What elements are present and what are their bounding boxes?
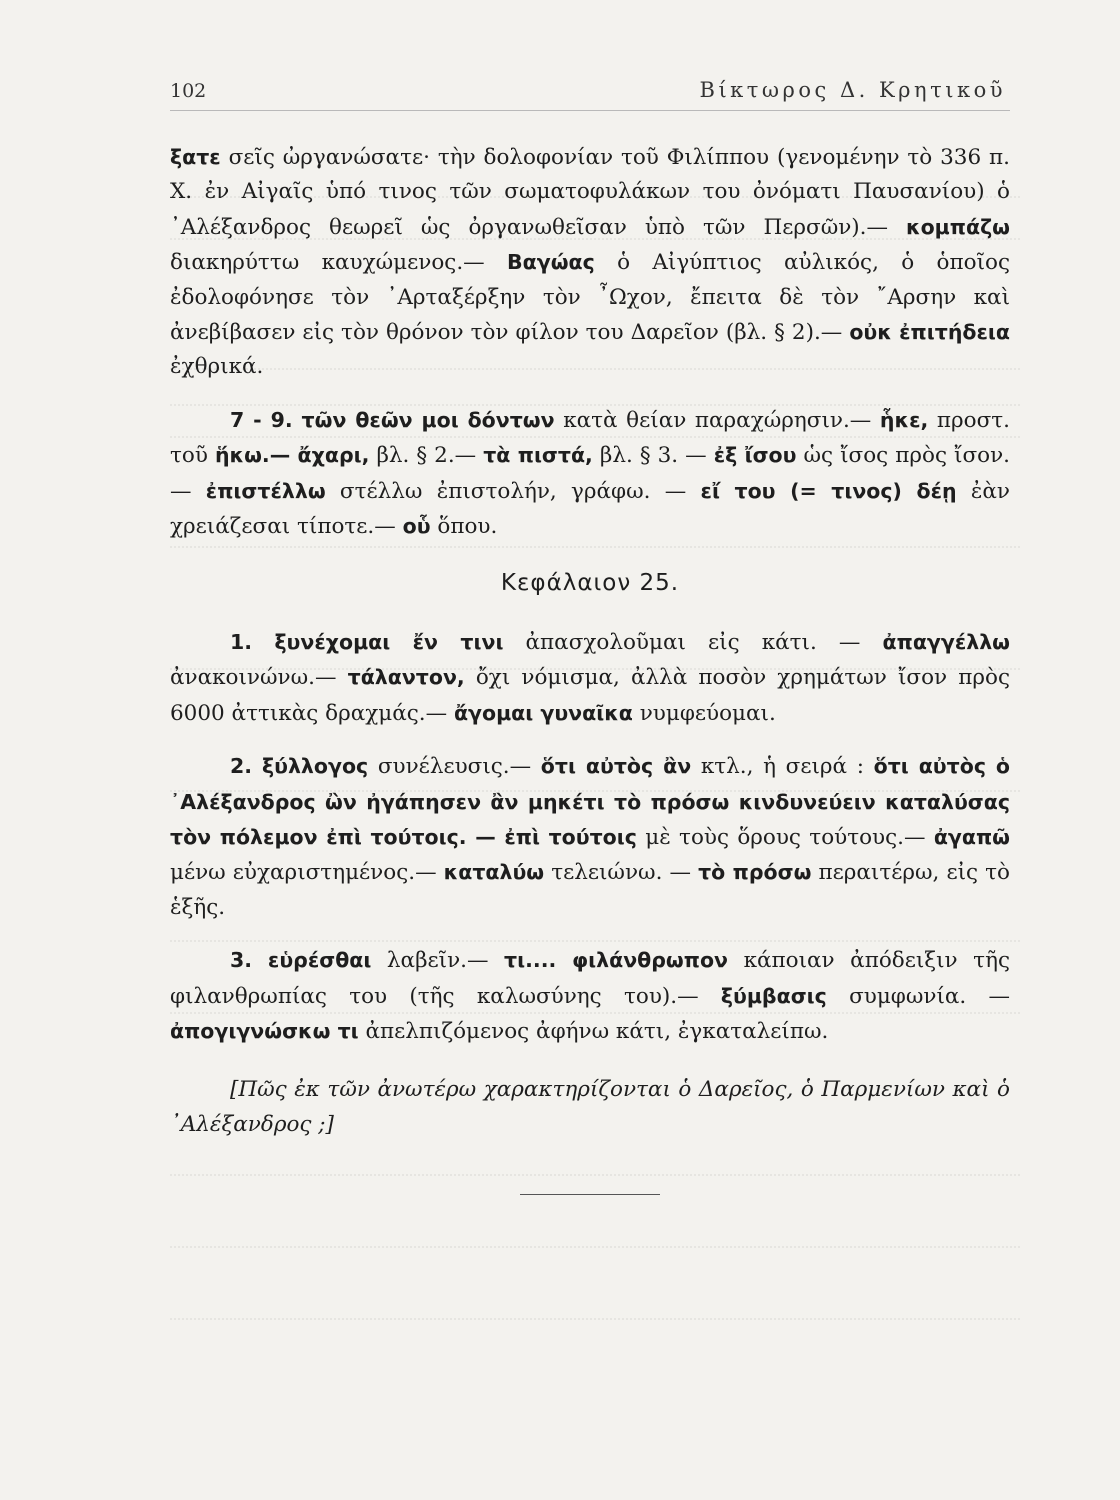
lemma: ἧκε, (879, 407, 929, 432)
lemma: οὗ (402, 514, 431, 539)
lemma: ξύμβασις (720, 983, 827, 1008)
lemma: ἥκω.— ἄχαρι, (214, 443, 370, 468)
page-body (170, 140, 1010, 1195)
chapter-heading: Κεφάλαιον 25. (500, 570, 680, 597)
page-number: 102 (170, 80, 207, 102)
lemma: ἐξ ἴσου (713, 443, 797, 468)
lemma: κομπάζω (906, 214, 1010, 239)
lemma: ἀπαγγέλλω (882, 629, 1010, 654)
lemma: ὅτι αὐτὸς ὁ ᾿Αλέξανδρος ὢν ἠγάπησεν ἂν μηκέτι τὸ πρόσω κινδυνεύειν καταλύσας τὸν πόλεμον ἐπὶ τούτοις. — ἐπὶ τούτοις (170, 754, 1011, 849)
lemma: τὰ πιστά, (483, 443, 593, 468)
lemma: εἴ του (= τινος) δέῃ (700, 478, 957, 503)
study-question: [Πῶς ἐκ τῶν ἀνωτέρω χαρακτηρίζονται ὁ Δαρεῖος, ὁ Παρμενίων καὶ ὁ ᾿Αλέξανδρος ;] (170, 1077, 1010, 1137)
lemma: 1. ξυνέχομαι ἔν τινι (230, 629, 504, 654)
paragraph-3: 1. ξυνέχομαι ἔν τινι ἀπασχολοῦμαι εἰς κάτι. — ἀπαγγέλλω ἀνακοινώνω.— τάλαντον, ὄχι νόμισμα, ἀλλὰ ποσὸν χρημάτων ἴσον πρὸς 6000 ἀττικὰς δραχμάς.— ἄγομαι γυναῖκα νυμφεύομαι. (170, 629, 1010, 726)
paragraph-1: ξατε σεῖς ὠργανώσατε· τὴν δολοφονίαν τοῦ Φιλίππου (γενομένην τὸ 336 π. Χ. ἐν Αἰγαῖς ὑπό τινος τῶν σωματοφυλάκων του ὀνόματι Παυσανίου) ὁ ᾿Αλέξανδρος θεωρεῖ ὡς ὀργανωθεῖσαν ὑπὸ τῶν Περσῶν).— κομπάζω διακηρύττω καυχώμενος.— Βαγώας ὁ Αἰγύπτιος αὐλικός, ὁ ὁποῖος ἐδολοφόνησε τὸν ᾿Αρταξέρξην τὸν ῏Ωχον, ἔπειτα δὲ τὸν ῎Αρσην καὶ ἀνεβίβασεν εἰς τὸν θρόνον τὸν φίλον του Δαρεῖον (βλ. § 2).— οὐκ ἐπιτήδεια ἐχθρικά. (170, 145, 1010, 380)
lemma: οὐκ ἐπιτήδεια (849, 320, 1010, 345)
lemma: ἄγομαι γυναῖκα (453, 700, 633, 725)
paragraph-5: 3. εὑρέσθαι λαβεῖν.— τι.... φιλάνθρωπον κάποιαν ἀπόδειξιν τῆς φιλανθρωπίας του (τῆς καλωσύνης του).— ξύμβασις συμφωνία. — ἀπογιγνώσκω τι ἀπελπιζόμενος ἀφήνω κάτι, ἐγκαταλείπω. (170, 948, 1010, 1044)
lemma: τι.... φιλάνθρωπον (504, 948, 729, 973)
lemma: Βαγώας (507, 250, 595, 275)
paragraph-4: 2. ξύλλογος συνέλευσις.— ὅτι αὐτὸς ἂν κτλ., ἡ σειρά : ὅτι αὐτὸς ὁ ᾿Αλέξανδρος ὢν ἠγάπησεν ἂν μηκέτι τὸ πρόσω κινδυνεύειν καταλύσας τὸν πόλεμον ἐπὶ τούτοις. — ἐπὶ τούτοις μὲ τοὺς ὅρους τούτους.— ἀγαπῶ μένω εὐχαριστημένος.— καταλύω τελειώνω. — τὸ πρόσω περαιτέρω, εἰς τὸ ἑξῆς. (170, 754, 1011, 920)
lemma: ἀπογιγνώσκω τι (170, 1018, 359, 1043)
lemma: τάλαντον, (347, 665, 465, 690)
lemma: ἀγαπῶ (933, 824, 1010, 849)
paragraph-2: 7 - 9. τῶν θεῶν μοι δόντων κατὰ θείαν παραχώρησιν.— ἧκε, προστ. τοῦ ἥκω.— ἄχαρι, βλ. § 2.— τὰ πιστά, βλ. § 3. — ἐξ ἴσου ὡς ἴσος πρὸς ἴσον.— ἐπιστέλλω στέλλω ἐπιστολήν, γράφω. — εἴ του (= τινος) δέῃ ἐὰν χρειάζεσαι τίποτε.— οὗ ὅπου. (170, 407, 1010, 540)
lemma: 3. εὑρέσθαι (230, 948, 372, 973)
lemma: καταλύω (443, 860, 545, 885)
running-head: Βίκτωρος Δ. Κρητικοῦ (699, 78, 1006, 102)
page-header (170, 70, 1010, 111)
closing-rule (520, 1194, 660, 1195)
lemma: τὸ πρόσω (698, 860, 812, 885)
lemma: 7 - 9. τῶν θεῶν μοι δόντων (230, 407, 555, 432)
lemma: ὅτι αὐτὸς ἂν (540, 754, 692, 779)
lemma: 2. ξύλλογος (230, 754, 369, 779)
lemma: ἐπιστέλλω (205, 478, 326, 503)
lemma: ξατε (170, 145, 221, 169)
